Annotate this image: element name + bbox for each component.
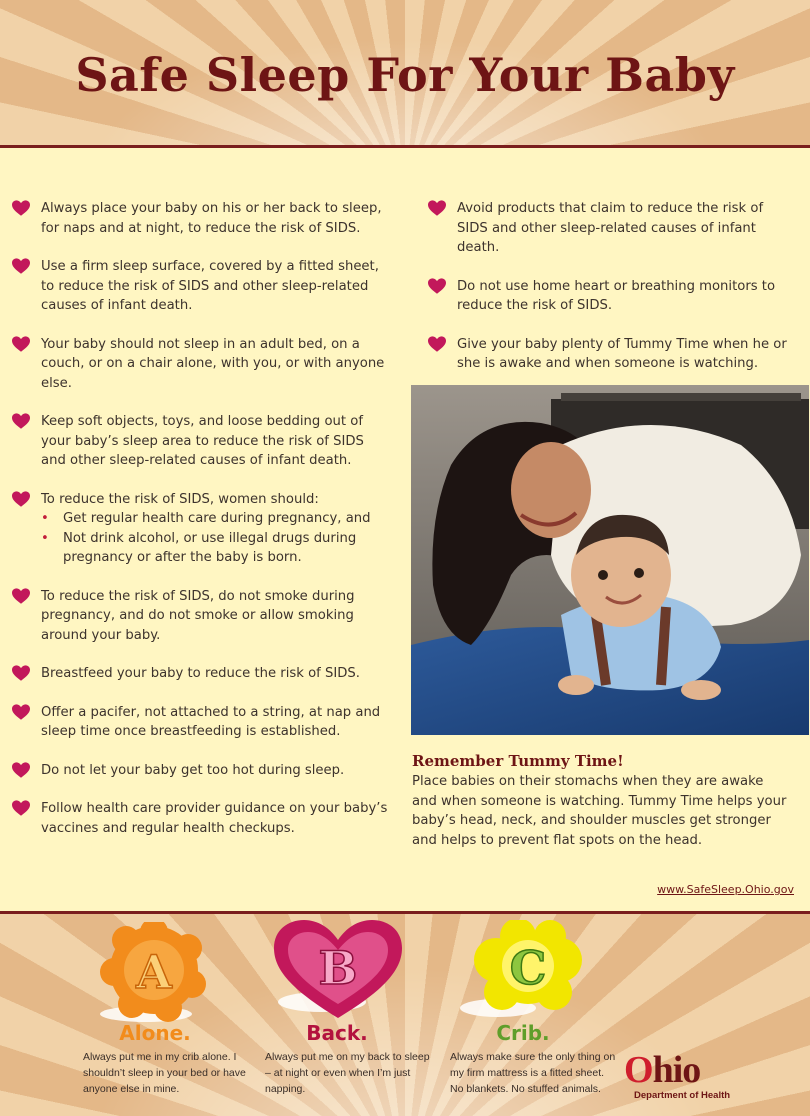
cloud-badge-icon (458, 920, 594, 1020)
header (0, 0, 810, 148)
list-item (12, 587, 392, 646)
page-title: Safe Sleep For Your Baby (75, 48, 735, 102)
website-link[interactable]: www.SafeSleep.Ohio.gov (657, 883, 794, 896)
sub-list-item: • Not drink alcohol, or use illegal drugs during pregnancy or after the baby is born. (41, 529, 392, 568)
abc-text: Always put me on my back to sleep – at night or even when I’m just napping. (265, 1051, 430, 1095)
sub-list-item: • Get regular health care during pregnancy, and (41, 509, 392, 529)
heart-icon (12, 704, 30, 721)
abc-letter: B (318, 941, 358, 995)
heart-icon (12, 413, 30, 430)
abc-word: Alone. (119, 1021, 191, 1045)
heart-icon (12, 200, 30, 217)
left-column (12, 199, 392, 838)
abc-letter: C (509, 941, 547, 995)
right-column (428, 199, 798, 374)
heart-icon (12, 762, 30, 779)
heart-badge-icon (270, 918, 406, 1022)
item-text: Use a firm sleep surface, covered by a fitted sheet, to reduce the risk of SIDS and other sleep-related causes of infant death. (41, 259, 379, 313)
tummy-time-heading: Remember Tummy Time! (412, 752, 624, 770)
abc-word: Crib. (496, 1021, 550, 1045)
footer (0, 911, 810, 1116)
main-content (0, 151, 810, 911)
item-text: Breastfeed your baby to reduce the risk of SIDS. (41, 666, 360, 681)
list-item (12, 664, 392, 684)
ohio-wordmark (624, 1048, 700, 1092)
item-text: To reduce the risk of SIDS, women should: (41, 491, 319, 507)
list-item (12, 490, 392, 568)
ohio-rest: hio (652, 1049, 701, 1091)
list-item (428, 277, 798, 316)
item-text: Your baby should not sleep in an adult bed, on a couch, or on a chair alone, with you, or with anyone else. (41, 336, 385, 391)
heart-icon (428, 200, 446, 217)
ohio-department: Department of Health (634, 1090, 731, 1101)
list-item (12, 199, 392, 238)
abc-word: Back. (306, 1021, 368, 1045)
item-text: Avoid products that claim to reduce the risk of SIDS and other sleep-related causes of infant death. (457, 201, 764, 255)
list-item (12, 703, 392, 742)
list-item (428, 199, 798, 258)
heart-icon (12, 665, 30, 682)
ohio-logo (624, 1049, 774, 1104)
heart-icon (12, 336, 30, 353)
abc-text: Always make sure the only thing on my firm mattress is a fitted sheet. No blankets. No stuffed animals. (450, 1051, 616, 1095)
item-text: To reduce the risk of SIDS, do not smoke during pregnancy, and do not smoke or allow smoking around your baby. (41, 588, 355, 643)
list-item (12, 335, 392, 394)
heart-icon (12, 258, 30, 275)
heart-icon (12, 800, 30, 817)
abc-letter: A (136, 945, 172, 999)
item-text: Do not let your baby get too hot during sleep. (41, 762, 345, 778)
list-item (12, 799, 392, 838)
heart-icon (428, 336, 446, 353)
item-text: Do not use home heart or breathing monitors to reduce the risk of SIDS. (457, 278, 776, 313)
item-text: Keep soft objects, toys, and loose bedding out of your baby’s sleep area to reduce the risk of SIDS and other sleep-related causes of infant death. (41, 414, 364, 468)
heart-icon (428, 278, 446, 295)
list-item (428, 335, 798, 374)
ohio-o: O (624, 1049, 653, 1091)
tummy-time-photo (411, 385, 809, 735)
list-item (12, 412, 392, 471)
item-text: Offer a pacifer, not attached to a string, at nap and sleep time once breastfeeding is established. (41, 704, 381, 739)
flower-badge-icon (86, 922, 222, 1022)
heart-icon (12, 588, 30, 605)
heart-icon (12, 491, 30, 508)
sub-list (41, 509, 392, 568)
list-item (12, 257, 392, 316)
mother-baby-photo-illustration (411, 385, 809, 735)
tummy-time-text: Place babies on their stomachs when they are awake and when someone is watching. Tummy Time helps your baby’s head, neck, and shoulder muscles get stronger and helps to prevent flat spots on the head. (412, 774, 787, 848)
item-text: Always place your baby on his or her back to sleep, for naps and at night, to reduce the risk of SIDS. (41, 201, 382, 236)
list-item (12, 761, 392, 781)
item-text: Follow health care provider guidance on your baby’s vaccines and regular health checkups. (41, 801, 388, 836)
abc-text: Always put me in my crib alone. I shouldn’t sleep in your bed or have anyone else in mine. (83, 1051, 246, 1095)
item-text: Give your baby plenty of Tummy Time when he or she is awake and when someone is watching. (457, 336, 787, 371)
